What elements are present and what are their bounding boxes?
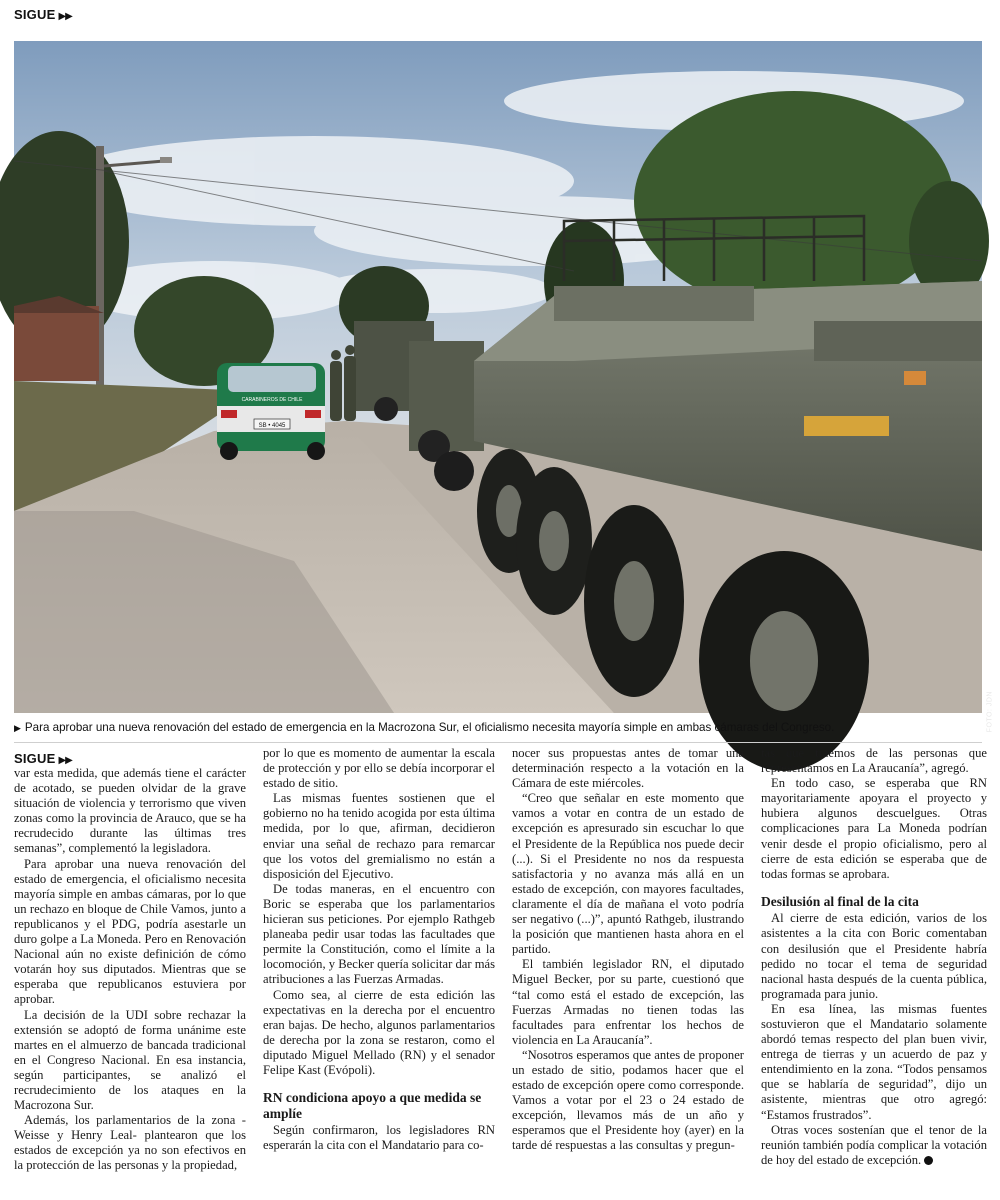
- license-plate: SB • 4045: [258, 423, 286, 429]
- paragraph: “Nosotros esperamos que antes de proponer un estado de sitio, podamos hacer que el estado de excepción opere como corresponde. Vamos a votar por el 23 o 24 estado de excepción, llevamos más de un año y esperamos que el Presidente hoy (ayer) en la tarde dé respuestas a las consultas y pregun-: [512, 1047, 744, 1153]
- paragraph: var esta medida, que además tiene el carácter de acotado, se pueden olvidar de la grave situación de violencia y terrorismo que viven zonas como la provincia de Arauco, que se ha recrudecido durante las últimas tres semanas”, complementó la legisladora.: [14, 766, 246, 856]
- paragraph: por lo que es momento de aumentar la escala de protección y por ello se debía incorporar el estado de sitio.: [263, 746, 495, 791]
- paragraph: Al cierre de esta edición, varios de los asistentes a la cita con Boric comentaban con desilusión que el Presidente habría pedido no tocar el tema de seguridad nacional hasta después de la cuenta pública, programada para junio.: [761, 911, 987, 1001]
- paragraph: En esa línea, las mismas fuentes sostuvieron que el Mandatario solamente abordó temas respecto del plan buen vivir, entrega de tierras y un acuerdo de paz y entendimiento en la zona. “Todos pensamos que se hablaría de seguridad”, dijo un asistente, mientras que otro agregó: “Estamos frustrados”.: [761, 1001, 987, 1122]
- paragraph: tas que traemos de las personas que representamos en La Araucanía”, agregó.: [761, 746, 987, 776]
- sigue-top-arrows-icon: ▶▶: [58, 11, 72, 22]
- final-paragraph-text: Otras voces sostenían que el tenor de la reunión también podía complicar la votación de hoy del estado de excepción.: [761, 1122, 987, 1167]
- house: [14, 296, 104, 381]
- paragraph: Las mismas fuentes sostienen que el gobierno no ha tenido acogida por esta última medida, por lo que, afirman, decidieron enviar una señal de rechazo para remarcar que los votos del gremialismo no están a disposición del Ejecutivo.: [263, 791, 495, 881]
- paragraph: Como sea, al cierre de esta edición las expectativas en la derecha por el encuentro eran bajas. De hecho, algunos parlamentarios de derecha por la zona se restaron, como el diputado Miguel Mellado (RN) y el senador Felipe Kast (Evópoli).: [263, 987, 495, 1077]
- subheading: Desilusión al final de la cita: [761, 893, 919, 909]
- sigue-top-text: SIGUE: [14, 7, 56, 22]
- vehicle-yellow-plate: [804, 416, 889, 436]
- photo-illustration: [14, 41, 982, 713]
- photo-credit: FOTO: JDN: [986, 691, 993, 733]
- article-column-1: [14, 766, 246, 1174]
- caption-divider: [14, 742, 982, 743]
- paragraph: Según confirmaron, los legisladores RN esperarán la cita con el Mandatario para co-: [263, 1123, 495, 1153]
- police-car: [217, 363, 325, 460]
- paragraph: En todo caso, se esperaba que RN mayoritariamente apoyara el proyecto y hubiera algunos descuelgues. Otras complicaciones para La Moneda podrían venir desde el propio oficialismo, pero al cierre de esta edición se esperaba que de todas formas se aprobara.: [761, 776, 987, 881]
- caption-text: Para aprobar una nueva renovación del estado de emergencia en la Macrozona Sur, el oficialismo necesita mayoría simple en ambas cámaras del Congreso.: [24, 721, 835, 734]
- photo-caption: [14, 721, 994, 734]
- end-mark-icon: [924, 1156, 933, 1165]
- article-column-4: [761, 746, 987, 1168]
- paragraph: [761, 1123, 987, 1168]
- police-car-label: CARABINEROS DE CHILE: [241, 397, 303, 403]
- paragraph: De todas maneras, en el encuentro con Boric se esperaba que los parlamentarios hicieran sus peticiones. Por ejemplo Rathgeb planeaba pedir usar todas las facultades que permite la Constitución, como el límite a la locomoción, y Becker quería solicitar dar más atribuciones a las Fuerzas Armadas.: [263, 881, 495, 987]
- sigue-continue-text: SIGUE: [14, 751, 56, 766]
- sigue-continue-arrows-icon: ▶▶: [58, 755, 72, 766]
- paragraph: nocer sus propuestas antes de tomar una determinación respecto a la votación en la Cámara de este miércoles.: [512, 746, 744, 791]
- sigue-top-label: [14, 7, 72, 22]
- sigue-continue-label: [14, 751, 72, 766]
- article-column-3: [512, 746, 744, 1154]
- paragraph: Además, los parlamentarios de la zona - Weisse y Henry Leal- plantearon que los estados de excepción ya no son efectivos en la protección de las personas y la propiedad,: [14, 1113, 246, 1173]
- article-column-2: [263, 746, 495, 1153]
- paragraph: Para aprobar una nueva renovación del estado de emergencia, el oficialismo necesita mayoría simple en ambas cámaras, por lo que un rechazo en bloque de Chile Vamos, junto a republicanos y el PDG, podría asestarle un duro golpe a La Moneda. Pero en Renovación Nacional aún no existe definición de cómo votarán hoy sus diputados. Mientras que se esperaba que republicanos estuviera por aprobar.: [14, 856, 246, 1007]
- caption-marker-icon: ▶: [14, 723, 21, 733]
- paragraph: El también legislador RN, el diputado Miguel Becker, por su parte, cuestionó que “tal como está el estado de excepción, las Fuerzas Armadas no tienen todas las facultades para enfrentar los hechos de violencia en La Araucanía”.: [512, 957, 744, 1047]
- paragraph: La decisión de la UDI sobre rechazar la extensión se adoptó de forma unánime este martes en el almuerzo de bancada tradicional en el Congreso Nacional. En esa instancia, según participantes, se analizó el recrudecimiento de los ataques en la Macrozona Sur.: [14, 1007, 246, 1113]
- subheading: RN condiciona apoyo a que medida se amplíe: [263, 1090, 482, 1121]
- paragraph: “Creo que señalar en este momento que vamos a votar en contra de un estado de excepción es apresurado sin escuchar lo que el Presidente de la República nos puede decir (...). Si el Presidente no nos da respuesta satisfactoria y no avanza más allá en un estado de excepción, con mayores facultades, claramente el día de mañana el voto podría ser negativo (...)”, apuntó Rathgeb, ilustrando la posición que mantienen hasta ahora en el partido.: [512, 791, 744, 957]
